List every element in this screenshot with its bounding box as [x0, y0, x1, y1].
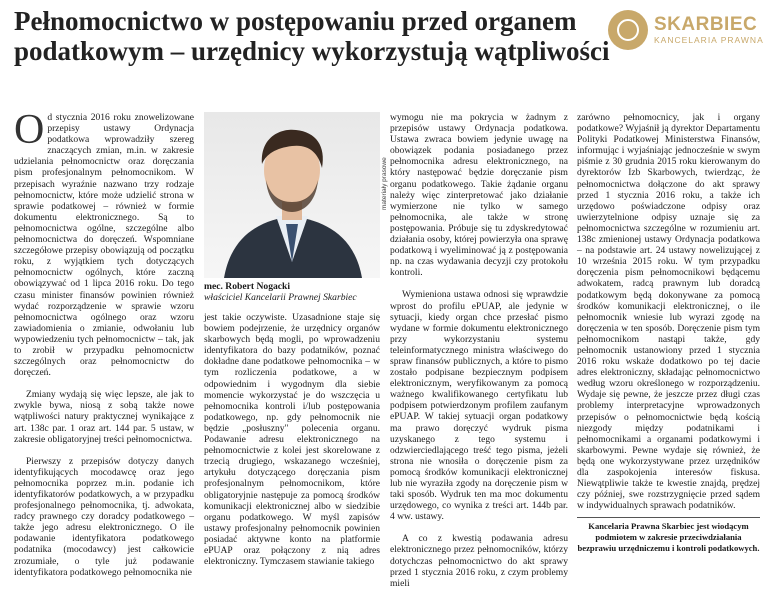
paragraph: A co z kwestią podawania adresu elektronicznego przez pełnomocników, którzy dotychczas pełnomocnictwo do akt sprawy przed 1 stycznia 2016 roku, z czym problemy mieli — [390, 533, 568, 589]
photo-credit: materiały prasowe — [381, 157, 388, 210]
paragraph: wymogu nie ma pokrycia w żadnym z przepisów ustawy Ordynacja podatkowa. Ustawa zwraca bowiem jedynie uwagę na obowiązek podania posiadanego przez pełnomocnika adresu elektronicznego, na który następować będzie doręczanie pism organu podatkowego. Takie żądanie organu należy więc zinterpretować jako działanie wymierzone nie tylko w samego pełnomocnika, ale także w stronę postępowania. Próbuje się tu zdyskredytować działania osoby, której powierzyła ona sprawę podatkową i wyeliminować ją z postępowania np. na czas wydawania decyzji czy protokołu kontroli. — [390, 112, 568, 279]
portrait-illustration — [204, 112, 380, 278]
paragraph: Wymieniona ustawa odnosi się wprawdzie wprost do profilu ePUAP, ale jedynie w sytuacji, kiedy organ chce przesłać pismo wydane w formie dokumentu elektronicznego przy wykorzystaniu systemu teleinformatycznego ministra właściwego do spraw finansów publicznych, a które to pismo zostało podpisane bezpiecznym podpisem elektronicznym, weryfikowanym za pomocą ważnego kwalifikowanego certyfikatu lub podpisem potwierdzonym profilem zaufanym ePUAP. W takiej sytuacji organ podatkowy ma prawo doręczyć wydruk pisma uzyskanego z tego systemu i odzwierciedlającego treść tego pisma, jeżeli strona nie wnosiła o doręczenie pism za pomocą środków komunikacji elektronicznej lub nie wyraziła zgody na doręczenie pism w taki sposób. Wydruk ten ma moc dokumentu urzędowego, co wynika z treści art. 144b par. 4 ww. ustawy. — [390, 289, 568, 523]
caption-name: mec. Robert Nogacki — [204, 281, 291, 292]
paragraph: Zmiany wydają się więc lepsze, ale jak to zwykle bywa, niosą z sobą także nowe wątpliwości natury praktycznej wynikające z art. 138c par. 1 oraz art. 144 par. 5 ustaw, w zakresie obligatoryjnej treści pełnomocnictwa. — [14, 389, 194, 445]
paragraph: Pierwszy z przepisów dotyczy danych identyfikujących mocodawcę oraz jego pełnomocnika poprzez m.in. podanie ich identyfikatorów podatkowych, a w przypadku profesjonalnego pełnomocnika, tj. adwokata, radcy prawnego czy doradcy podatkowego – także jego adresu elektronicznego. O ile podawanie identyfikatora podatkowego podatnika (mocodawcy) jest całkowicie zrozumiałe, o tyle już podawanie identyfikatora podatkowego pełnomocnika nie — [14, 455, 194, 578]
article-column-3 — [390, 112, 568, 600]
footer-note: Kancelaria Prawna Skarbiec jest wiodącym podmiotem w zakresie przeciwdziałania bezprawiu urzędniczemu i kontroli podatkowych. — [577, 517, 760, 554]
article-title: Pełnomocnictwo w postępowaniu przed organem podatkowym – urzędnicy wykorzystują wątpliwości — [14, 6, 610, 66]
article-column-2 — [204, 312, 380, 578]
paragraph: jest takie oczywiste. Uzasadnione staje się bowiem podejrzenie, że urzędnicy organów skarbowych będą mogli, po wprowadzeniu identyfikatora do bazy podatników, poznać dokładne dane podatkowe pełnomocnika – w tym rozliczenia podatkowe, a w odpowiednim i wygodnym dla siebie momencie wykorzystać je do wszczęcia u pełnomocnika kontroli i/lub postępowania podatkowego, np. gdy pełnomocnik nie będzie „posłuszny" polecenia organu. Podawanie adresu elektronicznego na pełnomocnictwie z kolei jest skorelowane z trzecią drugiego, wskazanego wcześniej, artykułu dotyczącego doręczania pism profesjonalnym pełnomocnikom, które obligatoryjnie następuje za pomocą środków komunikacji elektronicznej albo w siedzibie organu podatkowego. W myśl zapisów ustawy profesjonalny pełnomocnik powinien posiadać aktywne konto na platformie ePUAP oraz połączony z nią adres elektroniczny. Tymczasem stawianie takiego — [204, 312, 380, 568]
logo-name: SKARBIEC — [654, 14, 758, 35]
logo-emblem-icon — [608, 10, 648, 50]
caption-role: właściciel Kancelarii Prawnej Skarbiec — [204, 292, 357, 303]
paragraph: Od stycznia 2016 roku znowelizowane przepisy ustawy Ordynacja podatkowa wprowadziły szereg znaczących zmian, m.in. w zakresie udzielania pełnomocnictw oraz doręczania pism profesjonalnym pełnomocnikom. W przepisach wyraźnie nazwano trzy rodzaje pełnomocnictw, które może udzielić strona w sprawie podatkowej – również w formie dokumentu elektronicznego. Są to pełnomocnictwa ogólne, szczególne albo pełnomocnictwa do doręczeń. Wspomniane szczegółowe przepisy obowiązują od początku roku, z wyjątkiem tych dotyczących pełnomocnictw ogólnych, które zaczną obowiązywać od 1 lipca 2016 roku. Do tego czasu minister finansów powinien również wydać rozporządzenie w sprawie wzoru pełnomocnictwa ogólnego oraz wzoru zawiadomienia o zmianie, odwołaniu lub wypowiedzeniu tych pełnomocnictw – tak, jak to zrobił w przypadku pełnomocnictw szczególnych oraz pełnomocnictw do doręczeń. — [14, 107, 194, 379]
logo-subtitle: KANCELARIA PRAWNA — [654, 35, 764, 45]
article-column-4 — [577, 112, 760, 522]
dropcap: O — [14, 107, 45, 153]
skarbiec-logo — [608, 10, 764, 50]
paragraph: zarówno pełnomocnicy, jak i organy podatkowe? Wyjaśnił ją dyrektor Departamentu Polityki Podatkowej Ministerstwa Finansów, informując i wyjaśniając jednocześnie w swym piśmie z 30 grudnia 2015 roku kierowanym do dyrektorów Izb Skarbowych, twierdząc, że pełnomocnictwa dołączone do akt sprawy przed 1 stycznia 2016 roku, a także ich urzędowo poświadczone odpisy oraz uwierzytelnione odpisy uznaje się za pełnomocnictwa szczególne w rozumieniu art. 138c zmienionej ustawy Ordynacja podatkowa – na podstawie art. 24 ustawy nowelizującej z 10 września 2015 roku. W tym przypadku doręczenia pism pełnomocnikowi będącemu adwokatem, radcą prawnym lub doradcą podatkowym będą dokonywane za pomocą środków komunikacji elektronicznej, o ile pełnomocnik wniesie lub wyrazi zgodę na doręczenia w ten sposób. Doręczenie pism tym pełnomocnikom nastąpi także, gdy pełnomocnik ustanowiony przed 1 stycznia 2016 roku wskaże dodatkowo po tej dacie adres elektroniczny, składając pełnomocnictwo według wzoru określonego w rozporządzeniu. Wydaje się pewne, że jeszcze przez długi czas problemy interpretacyjne wprowadzonych przepisów o pełnomocnictwie będą kością niezgody między podatnikami i pełnomocnikami a organami podatkowymi i skarbowymi. Pewne wydaje się również, że będą one wykorzystywane przez urzędników dla zaspokojenia interesów fiskusa. Niewątpliwie także te kwestie znajdą, prędzej czy później, swe rozstrzygnięcie przed sądem w indywidualnych sprawach podatników. — [577, 112, 760, 512]
article-column-1 — [14, 107, 194, 589]
author-photo — [204, 112, 380, 278]
